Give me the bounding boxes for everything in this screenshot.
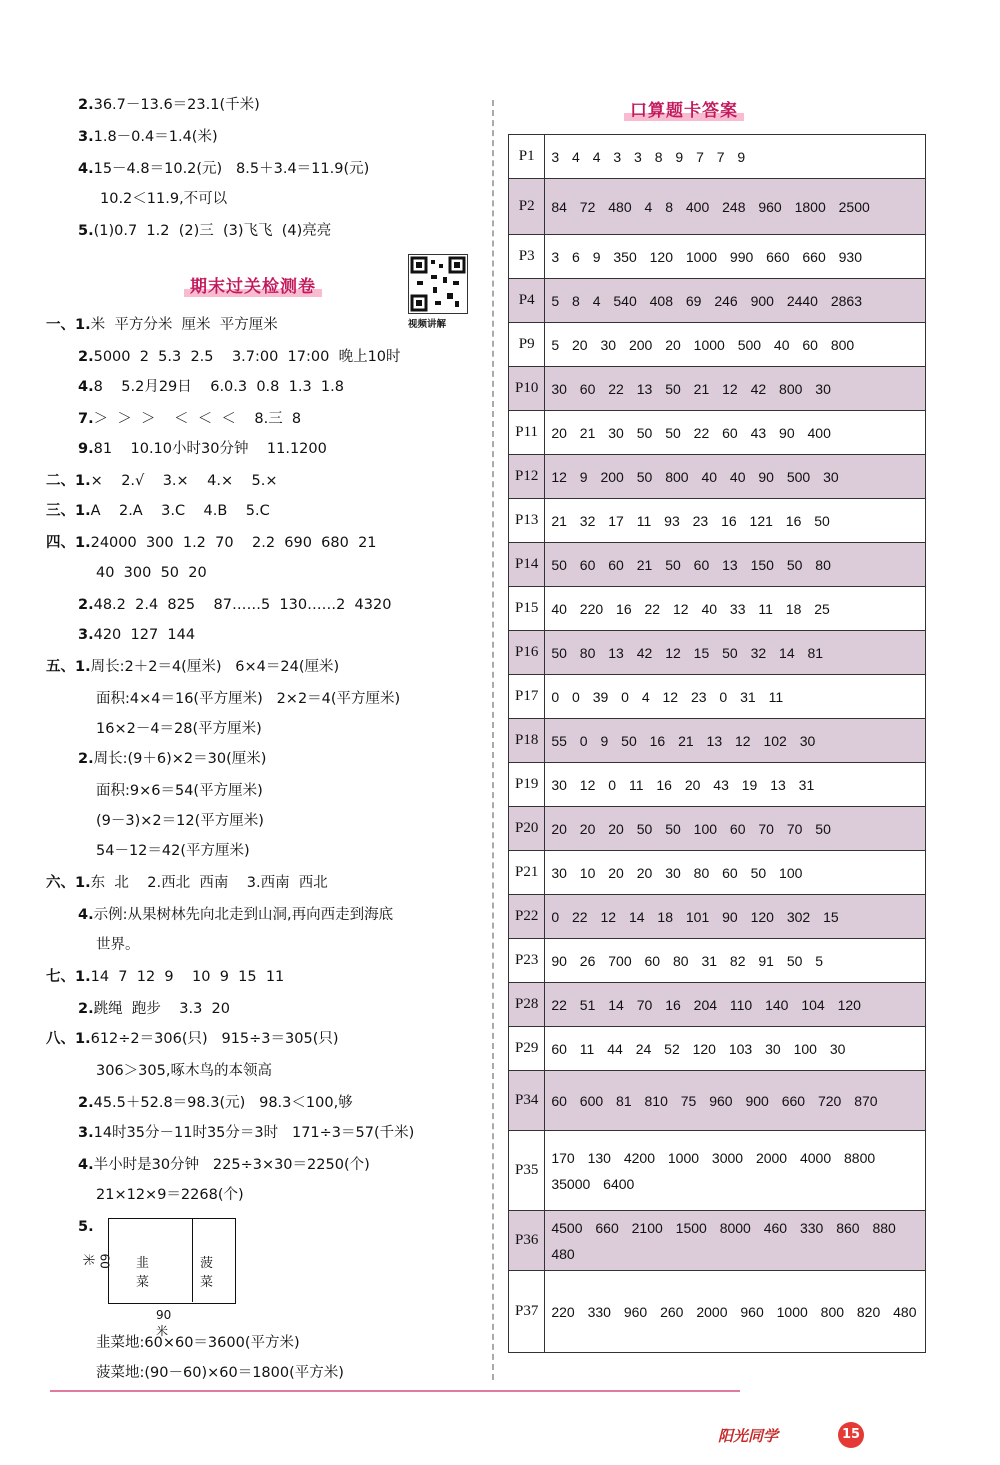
answer-row [509, 323, 926, 367]
spinach-label: 菠菜 [200, 1256, 214, 1290]
answer-text: A 2.A 3.C 4.B 5.C [90, 503, 270, 519]
answer-text: 16×2－4＝28(平方厘米) [96, 721, 262, 737]
answer-number: 9. [78, 441, 94, 457]
values-cell: 60 600 81 810 75 960 900 660 720 870 [545, 1071, 926, 1131]
exam-answer-line [78, 1218, 94, 1236]
page-cell: P2 [509, 179, 545, 235]
answer-number: 2. [78, 97, 94, 113]
prior-answer-line [100, 190, 227, 208]
prior-answer-line [78, 128, 218, 146]
answer-row [509, 1131, 926, 1211]
page-cell: P16 [509, 631, 545, 675]
exam-answer-line [78, 440, 327, 458]
answer-text: (9－3)×2＝12(平方厘米) [96, 813, 264, 829]
side-length-label: 60米 [81, 1253, 112, 1269]
exam-answer-line [78, 1000, 230, 1018]
page-cell: P35 [509, 1131, 545, 1211]
answer-text: 5000 2 5.3 2.5 3.7:00 17:00 晚上10时 [93, 349, 401, 365]
values-cell: 40 220 16 22 12 40 33 11 18 25 [545, 587, 926, 631]
answer-text: (1)0.7 1.2 (2)三 (3)飞飞 (4)亮亮 [93, 223, 332, 239]
section-title: 期末过关检测卷 [190, 272, 316, 297]
answer-text: 半小时是30分钟 225÷3×30＝2250(个) [93, 1157, 370, 1173]
page-cell: P19 [509, 763, 545, 807]
values-cell: 170 130 4200 1000 3000 2000 4000 8800 35000 6400 [545, 1131, 926, 1211]
values-cell: 5 8 4 540 408 69 246 900 2440 2863 [545, 279, 926, 323]
answer-card-title: 口算题卡答案 [630, 96, 738, 121]
answer-text: 14时35分－11时35分＝3时 171÷3＝57(千米) [93, 1125, 415, 1141]
values-cell: 20 20 20 50 50 100 60 70 70 50 [545, 807, 926, 851]
answer-number: 3. [78, 627, 94, 643]
exam-answer-line [96, 690, 400, 708]
answer-row [509, 135, 926, 179]
answer-row [509, 939, 926, 983]
answer-row [509, 411, 926, 455]
answer-number: 二、1. [46, 473, 91, 489]
exam-answer-line [46, 658, 339, 676]
answer-text: 10.2＜11.9,不可以 [100, 191, 228, 207]
exam-answer-line [78, 626, 195, 644]
answer-number: 3. [78, 129, 94, 145]
exam-answer-line [78, 378, 344, 396]
prior-answer-line [78, 96, 260, 114]
page-cell: P18 [509, 719, 545, 763]
answer-text: 韭菜地:60×60＝3600(平方米) [96, 1335, 300, 1351]
answer-text: 48.2 2.4 825 87……5 130……2 4320 [93, 597, 392, 613]
answer-text: 306＞305,啄木鸟的本领高 [96, 1063, 272, 1079]
prior-answer-line [78, 160, 369, 178]
answer-text: × 2.√ 3.× 4.× 5.× [90, 473, 278, 489]
answer-text: 54－12＝42(平方厘米) [96, 843, 250, 859]
answer-row [509, 543, 926, 587]
exam-answer-line [78, 1094, 353, 1112]
answer-number: 三、1. [46, 503, 91, 519]
answer-row [509, 499, 926, 543]
answer-number: 2. [78, 597, 94, 613]
exam-answer-line [78, 906, 393, 924]
values-cell: 21 32 17 11 93 23 16 121 16 50 [545, 499, 926, 543]
values-cell: 3 6 9 350 120 1000 990 660 660 930 [545, 235, 926, 279]
answer-row [509, 179, 926, 235]
page-cell: P12 [509, 455, 545, 499]
answer-row [509, 1271, 926, 1353]
answer-row [509, 895, 926, 939]
answer-text: 1.8－0.4＝1.4(米) [93, 129, 218, 145]
answer-number: 2. [78, 1001, 94, 1017]
qr-code[interactable] [408, 254, 468, 314]
exam-answer-line [46, 874, 328, 892]
answer-row [509, 587, 926, 631]
answer-number: 4. [78, 907, 94, 923]
page-cell: P29 [509, 1027, 545, 1071]
answer-row [509, 1211, 926, 1271]
answer-number: 4. [78, 161, 94, 177]
values-cell: 90 26 700 60 80 31 82 91 50 5 [545, 939, 926, 983]
answer-text: 跳绳 跑步 3.3 20 [93, 1001, 230, 1017]
answer-row [509, 807, 926, 851]
page-cell: P1 [509, 135, 545, 179]
answer-text: 15－4.8＝10.2(元) 8.5＋3.4＝11.9(元) [93, 161, 370, 177]
values-cell: 20 21 30 50 50 22 60 43 90 400 [545, 411, 926, 455]
answer-text: 面积:9×6＝54(平方厘米) [96, 783, 263, 799]
field-divider [192, 1218, 193, 1302]
exam-answer-line [96, 1186, 244, 1204]
exam-answer-line [78, 410, 301, 428]
answer-number: 3. [78, 1125, 94, 1141]
page-cell: P15 [509, 587, 545, 631]
page-cell: P10 [509, 367, 545, 411]
exam-answer-line [78, 1124, 414, 1142]
values-cell: 22 51 14 70 16 204 110 140 104 120 [545, 983, 926, 1027]
field-outline [108, 1218, 236, 1304]
values-cell: 50 60 60 21 50 60 13 150 50 80 [545, 543, 926, 587]
page-cell: P17 [509, 675, 545, 719]
answer-number: 5. [78, 223, 94, 239]
answer-row [509, 235, 926, 279]
exam-answer-line [78, 1156, 370, 1174]
prior-answer-line [78, 222, 331, 240]
area-answer-line [96, 1364, 344, 1382]
page-cell: P34 [509, 1071, 545, 1131]
answer-row [509, 851, 926, 895]
answer-row [509, 367, 926, 411]
values-cell: 12 9 200 50 800 40 40 90 500 30 [545, 455, 926, 499]
values-cell: 0 0 39 0 4 12 23 0 31 11 [545, 675, 926, 719]
exam-answer-line [96, 842, 250, 860]
leek-label: 韭菜 [136, 1256, 150, 1290]
answer-text: 24000 300 1.2 70 2.2 690 680 21 [90, 535, 377, 551]
answer-number: 八、1. [46, 1031, 91, 1047]
values-cell: 55 0 9 50 16 21 13 12 102 30 [545, 719, 926, 763]
exam-answer-line [46, 968, 284, 986]
answer-text: 8 5.2月29日 6.0.3 0.8 1.3 1.8 [93, 379, 344, 395]
answer-number: 一、1. [46, 317, 91, 333]
values-cell: 3 4 4 3 3 8 9 7 7 9 [545, 135, 926, 179]
area-answer-line [96, 1334, 300, 1352]
answer-row [509, 631, 926, 675]
answer-row [509, 763, 926, 807]
qr-label: 视频讲解 [408, 319, 447, 330]
exam-answer-line [96, 936, 140, 954]
exam-answer-line [96, 564, 207, 582]
answer-text: 36.7－13.6＝23.1(千米) [93, 97, 260, 113]
exam-answer-line [46, 1030, 339, 1048]
answer-text: 周长:2＋2＝4(厘米) 6×4＝24(厘米) [90, 659, 340, 675]
page-cell: P22 [509, 895, 545, 939]
answer-row [509, 983, 926, 1027]
answer-text: 示例:从果树林先向北走到山洞,再向西走到海底 [93, 907, 394, 923]
page-cell: P21 [509, 851, 545, 895]
footer-rule [50, 1390, 740, 1392]
exam-answer-line [78, 596, 391, 614]
answer-number: 2. [78, 751, 94, 767]
exam-answer-line [46, 472, 278, 490]
page-cell: P37 [509, 1271, 545, 1353]
page-cell: P36 [509, 1211, 545, 1271]
answer-row [509, 1071, 926, 1131]
page-cell: P23 [509, 939, 545, 983]
page-cell: P14 [509, 543, 545, 587]
page-cell: P3 [509, 235, 545, 279]
answer-row [509, 1027, 926, 1071]
answer-text: 米 平方分米 厘米 平方厘米 [90, 317, 278, 333]
answer-text: 420 127 144 [93, 627, 196, 643]
values-cell: 84 72 480 4 8 400 248 960 1800 2500 [545, 179, 926, 235]
values-cell: 4500 660 2100 1500 8000 460 330 860 880 480 [545, 1211, 926, 1271]
answer-row [509, 719, 926, 763]
exam-answer-line [46, 502, 270, 520]
answer-text: 81 10.10小时30分钟 11.1200 [93, 441, 327, 457]
answer-text: 14 7 12 9 10 9 15 11 [90, 969, 285, 985]
values-cell: 30 12 0 11 16 20 43 19 13 31 [545, 763, 926, 807]
answer-text: 21×12×9＝2268(个) [96, 1187, 244, 1203]
exam-answer-line [96, 720, 262, 738]
exam-answer-line [96, 812, 264, 830]
page-cell: P4 [509, 279, 545, 323]
answer-row [509, 279, 926, 323]
answer-number: 六、1. [46, 875, 91, 891]
answer-number: 7. [78, 411, 94, 427]
answer-number: 2. [78, 1095, 94, 1111]
page-number: 15 [838, 1422, 864, 1448]
answer-text: ＞ ＞ ＞ ＜ ＜ ＜ 8.三 8 [93, 411, 302, 427]
answer-number: 2. [78, 349, 94, 365]
values-cell: 30 10 20 20 30 80 60 50 100 [545, 851, 926, 895]
answer-number: 七、1. [46, 969, 91, 985]
exam-answer-line [46, 534, 377, 552]
values-cell: 220 330 960 260 2000 960 1000 800 820 480 [545, 1271, 926, 1353]
exam-answer-line [96, 782, 263, 800]
answer-text: 周长:(9＋6)×2＝30(厘米) [93, 751, 267, 767]
answer-number: 4. [78, 1157, 94, 1173]
page-cell: P9 [509, 323, 545, 367]
exam-answer-line [78, 750, 266, 768]
values-cell: 0 22 12 14 18 101 90 120 302 15 [545, 895, 926, 939]
values-cell: 5 20 30 200 20 1000 500 40 60 800 [545, 323, 926, 367]
brand-logo: 阳光同学 [718, 1427, 779, 1445]
answer-row [509, 675, 926, 719]
answer-row [509, 455, 926, 499]
answer-table [508, 134, 926, 1353]
values-cell: 30 60 22 13 50 21 12 42 800 30 [545, 367, 926, 411]
answer-text: 东 北 2.西北 西南 3.西南 西北 [90, 875, 328, 891]
answer-number: 五、1. [46, 659, 91, 675]
answer-text: 612÷2＝306(只) 915÷3＝305(只) [90, 1031, 339, 1047]
values-cell: 50 80 13 42 12 15 50 32 14 81 [545, 631, 926, 675]
page-cell: P20 [509, 807, 545, 851]
answer-text: 世界。 [96, 937, 140, 953]
exam-answer-line [96, 1062, 272, 1080]
answer-number: 四、1. [46, 535, 91, 551]
answer-text: 40 300 50 20 [96, 565, 207, 581]
page-cell: P28 [509, 983, 545, 1027]
answer-number: 4. [78, 379, 94, 395]
page-cell: P11 [509, 411, 545, 455]
answer-number: 5. [78, 1219, 94, 1235]
answer-text: 45.5＋52.8＝98.3(元) 98.3＜100,够 [93, 1095, 353, 1111]
exam-answer-line [46, 316, 278, 334]
answer-text: 面积:4×4＝16(平方厘米) 2×2＝4(平方厘米) [96, 691, 401, 707]
answer-text: 菠菜地:(90－60)×60＝1800(平方米) [96, 1365, 344, 1381]
page-cell: P13 [509, 499, 545, 543]
values-cell: 60 11 44 24 52 120 103 30 100 30 [545, 1027, 926, 1071]
column-divider [492, 100, 494, 1380]
bottom-length-label: 90米 [156, 1308, 172, 1338]
exam-answer-line [78, 348, 401, 366]
